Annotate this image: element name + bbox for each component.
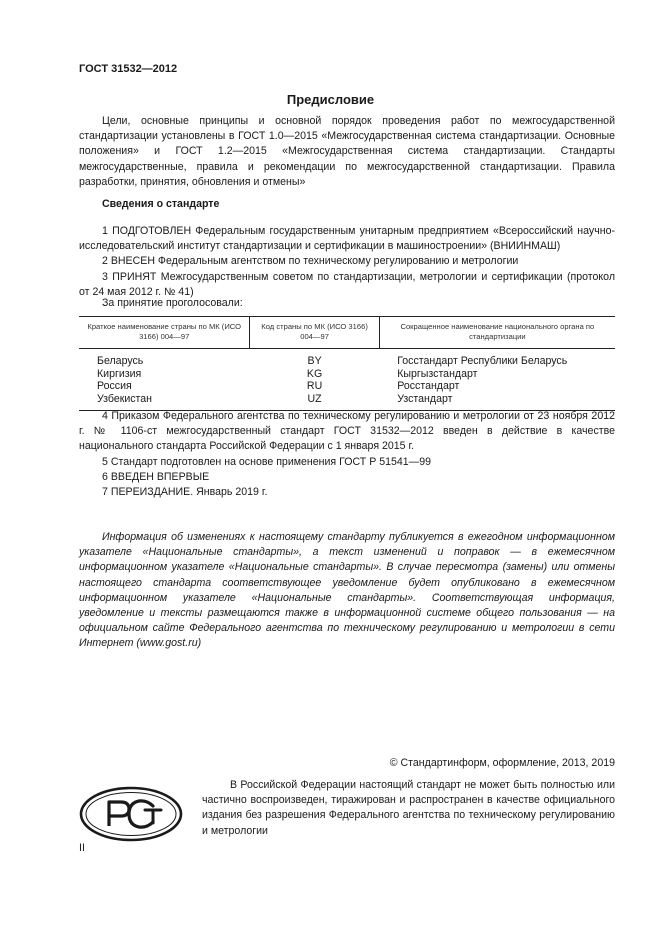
table-row: [79, 368, 615, 381]
legal-notice: В Российской Федерации настоящий стандарт не может быть полностью или частично воспроизведен, тиражирован и распространен в качестве официального издания без разрешения Федерального агентства по техническому регулированию и метрологии: [202, 779, 615, 837]
section-heading: Сведения о стандарте: [102, 198, 220, 210]
column-header-country: Краткое наименование страны по МК (ИСО 3166) 004—97: [79, 317, 250, 349]
voting-table: [79, 316, 615, 411]
list-item: 6 ВВЕДЕН ВПЕРВЫЕ: [102, 470, 210, 483]
org-cell: Росстандарт: [397, 380, 460, 393]
changes-info-paragraph: Информация об изменениях к настоящему стандарту публикуется в ежегодном информационном указателе «Национальные стандарты», а текст изменений и поправок — в ежемесячном информационном указателе «Национальные стандарты». В случае пересмотра (замены) или отмены настоящего стандарта соответствующее уведомление будет опубликовано в ежемесячном информационном указателе «Национальные стандарты». Соответствующая информация, уведомление и тексты размещаются также в информационной системе общего пользования — на официальном сайте Федерального агентства по техническому регулированию и метрологии в сети Интернет (www.gost.ru): [79, 531, 615, 650]
table-row: [79, 349, 615, 368]
page-number: II: [79, 842, 85, 854]
org-cell: Узстандарт: [379, 393, 615, 411]
table-row: [79, 380, 615, 393]
code-cell: UZ: [250, 393, 379, 411]
pct-certification-mark-icon: [79, 786, 183, 847]
country-cell: Россия: [97, 380, 132, 393]
org-cell: Кыргызстандарт: [397, 367, 478, 380]
list-item: 5 Стандарт подготовлен на основе применения ГОСТ Р 51541—99: [102, 455, 432, 468]
page-title: Предисловие: [286, 92, 375, 107]
list-item: 3 ПРИНЯТ Межгосударственным советом по стандартизации, метрологии и сертификации (протокол от 24 мая 2012 г. № 41): [79, 270, 615, 298]
standard-info-list: [79, 224, 615, 300]
country-cell: Киргизия: [97, 367, 142, 380]
code-cell: RU: [306, 380, 323, 393]
document-number: ГОСТ 31532—2012: [79, 63, 178, 75]
code-cell: KG: [306, 367, 323, 380]
table-header-row: [79, 317, 615, 349]
column-header-org: Сокращенное наименование национального органа по стандартизации: [379, 317, 615, 349]
list-item: 1 ПОДГОТОВЛЕН Федеральным государственным унитарным предприятием «Всероссийский научно-исследовательский институт стандартизации и сертификации в машиностроении» (ВНИИНМАШ): [79, 225, 615, 253]
org-cell: Госстандарт Республики Беларусь: [397, 355, 568, 367]
intro-paragraph: Цели, основные принципы и основной порядок проведения работ по межгосударственной стандартизации установлены в ГОСТ 1.0—2015 «Межгосударственная система стандартизации. Основные положения» и ГОСТ 1.2—2015 «Межгосударственная система стандартизации. Стандарты межгосударственные, правила и рекомендации по межгосударственной стандартизации. Правила разработки, принятия, обновления и отмены»: [79, 115, 615, 188]
voted-label: За принятие проголосовали:: [102, 297, 243, 309]
country-cell: Узбекистан: [79, 393, 250, 411]
list-item: 2 ВНЕСЕН Федеральным агентством по техническому регулированию и метрологии: [102, 255, 519, 268]
standard-info-list-continued: [79, 409, 615, 500]
list-item: 4 Приказом Федерального агентства по техническому регулированию и метрологии от 23 ноября 2012 г. № 1106-ст межгосударственный стандарт ГОСТ 31532—2012 введен в действие в качестве национального стандарта Российской Федерации с 1 января 2015 г.: [79, 410, 615, 453]
copyright-notice: © Стандартинформ, оформление, 2013, 2019: [389, 757, 615, 769]
code-cell: BY: [307, 355, 322, 367]
column-header-code: Код страны по МК (ИСО 3166) 004—97: [250, 317, 379, 349]
list-item: 7 ПЕРЕИЗДАНИЕ. Январь 2019 г.: [102, 486, 268, 499]
country-cell: Беларусь: [97, 355, 144, 367]
